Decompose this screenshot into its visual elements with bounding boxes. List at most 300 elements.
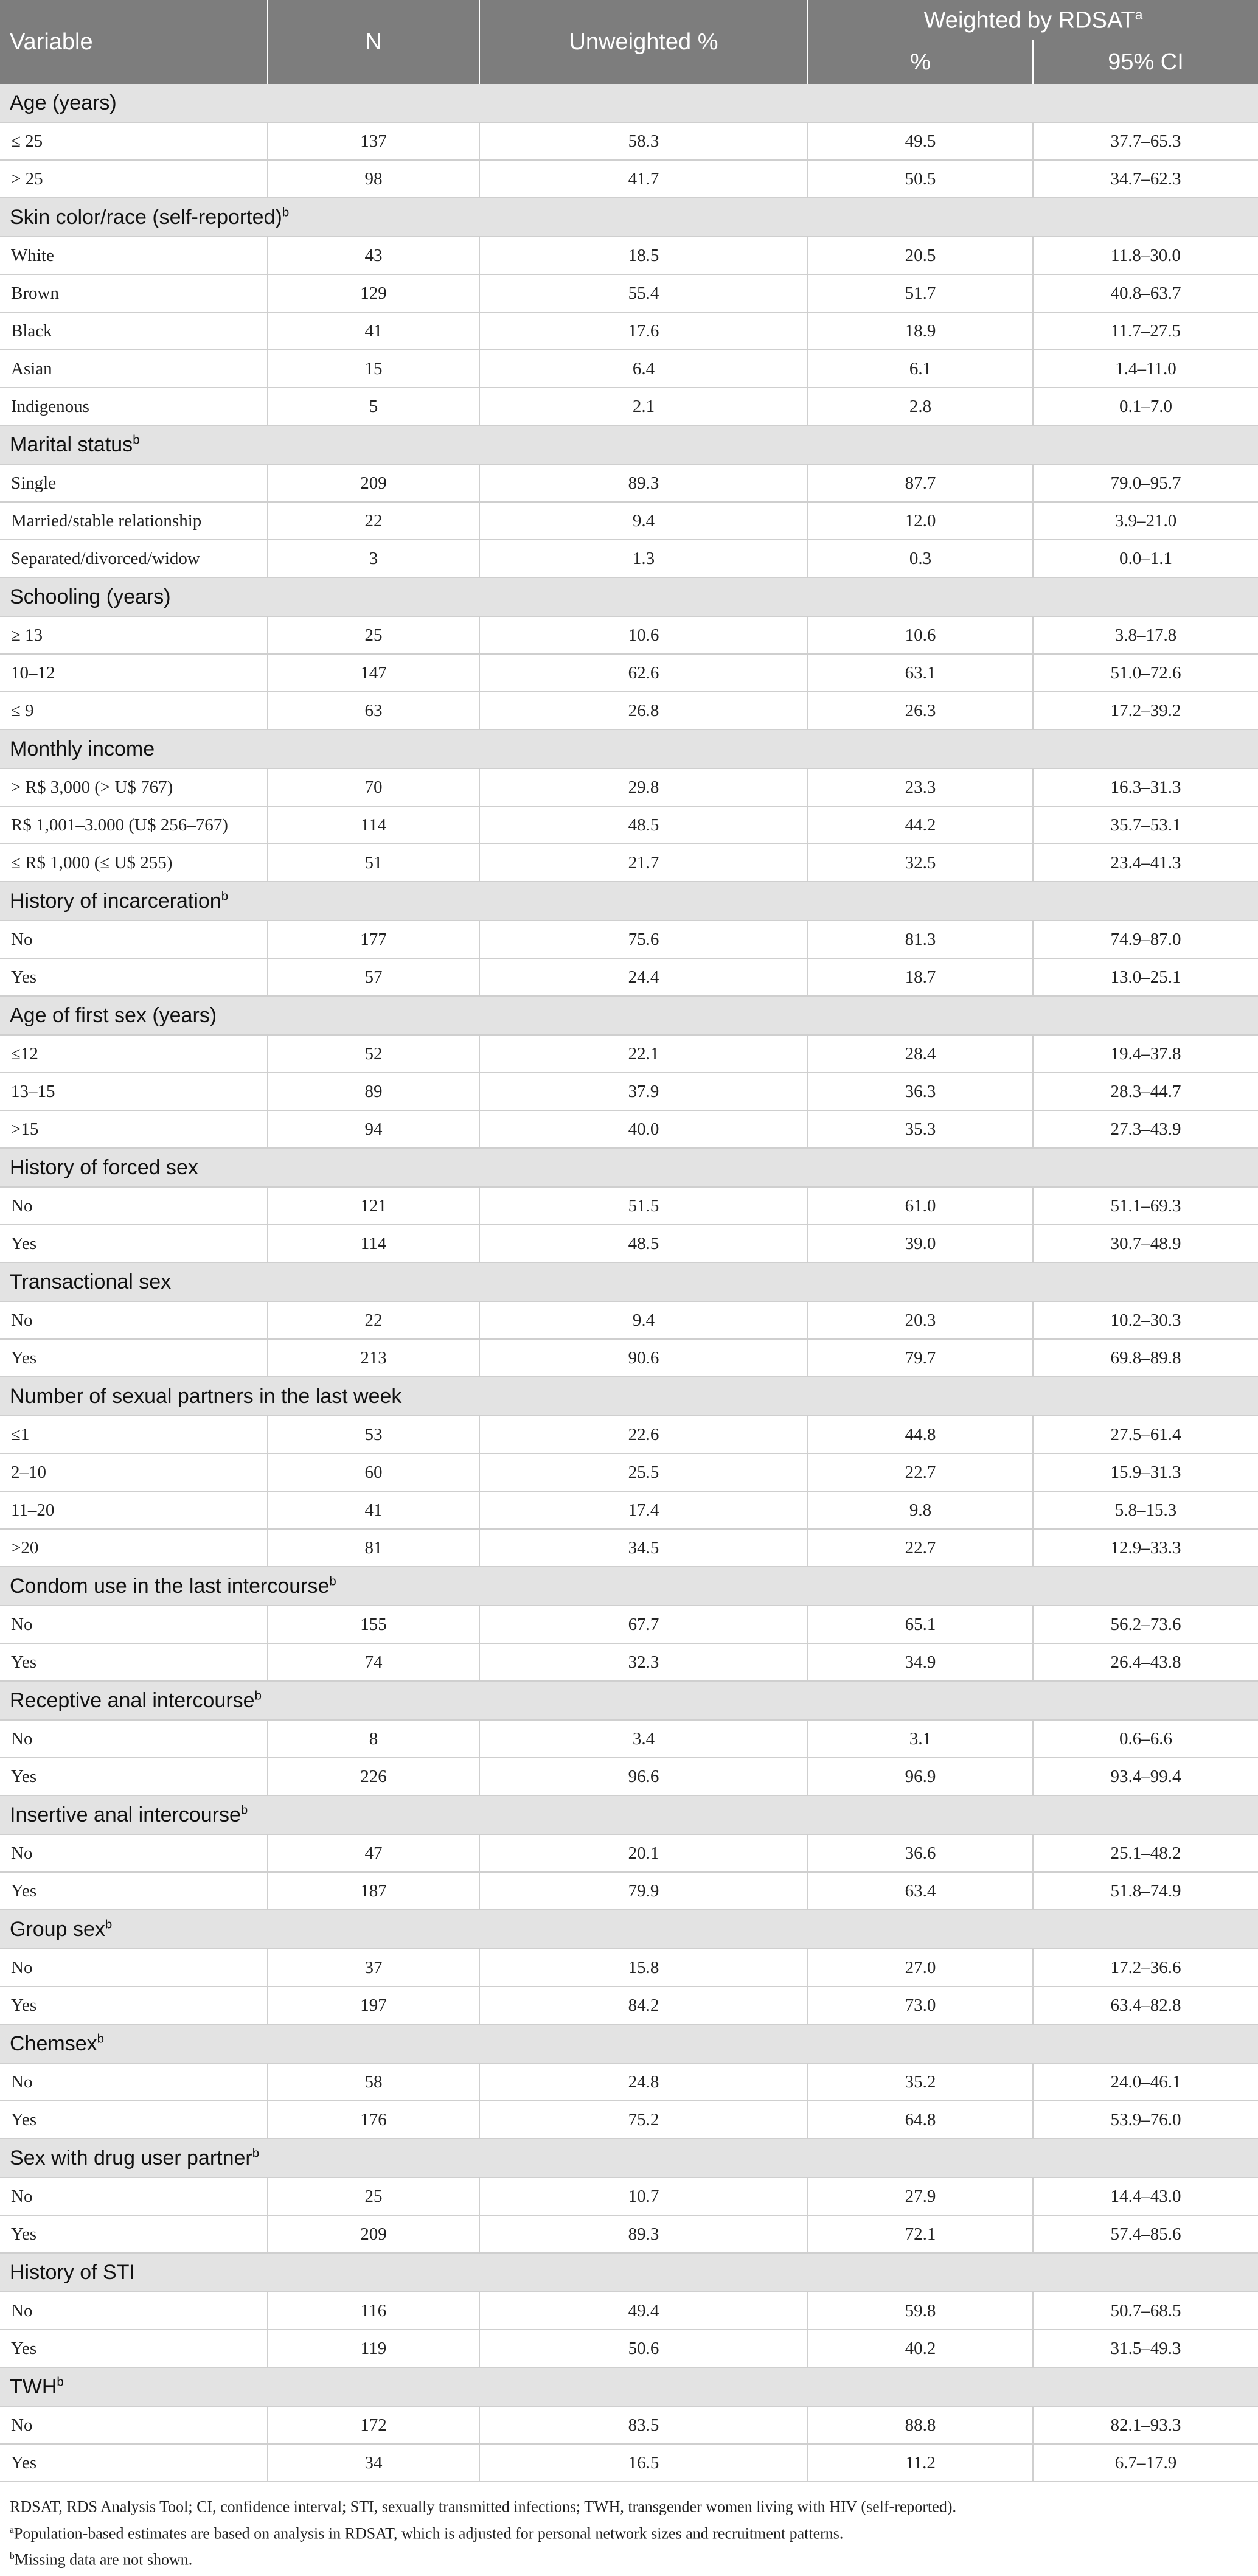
n-cell: 74 [268,1643,479,1681]
n-cell: 51 [268,844,479,882]
row-label: Yes [0,2215,268,2253]
table-row [0,2215,1258,2253]
table-body [0,84,1258,2482]
section-header-row [0,84,1258,122]
unweighted-pct-cell: 67.7 [479,1606,808,1643]
row-label: > R$ 3,000 (> U$ 767) [0,768,268,806]
table-row [0,1301,1258,1339]
row-label: White [0,237,268,274]
n-cell: 213 [268,1339,479,1377]
n-cell: 70 [268,768,479,806]
unweighted-pct-cell: 18.5 [479,237,808,274]
unweighted-pct-cell: 55.4 [479,274,808,312]
section-title: Monthly income [0,729,1258,768]
n-cell: 114 [268,806,479,844]
unweighted-pct-cell: 1.3 [479,540,808,577]
row-label: Brown [0,274,268,312]
footnotes [0,2482,1258,2572]
ci-cell: 0.1–7.0 [1033,388,1258,425]
unweighted-pct-cell: 75.2 [479,2101,808,2139]
unweighted-pct-cell: 24.4 [479,958,808,996]
section-header-row [0,1262,1258,1301]
weighted-pct-cell: 81.3 [808,921,1033,958]
ci-cell: 63.4–82.8 [1033,1986,1258,2024]
weighted-pct-cell: 44.8 [808,1416,1033,1453]
unweighted-pct-cell: 89.3 [479,464,808,502]
ci-cell: 16.3–31.3 [1033,768,1258,806]
section-header-row [0,2367,1258,2406]
table-row [0,1758,1258,1795]
section-header-row [0,1681,1258,1720]
ci-cell: 17.2–36.6 [1033,1949,1258,1986]
table-row [0,464,1258,502]
table-row [0,1949,1258,1986]
table-row [0,616,1258,654]
ci-cell: 35.7–53.1 [1033,806,1258,844]
row-label: No [0,1606,268,1643]
unweighted-pct-cell: 89.3 [479,2215,808,2253]
section-header-row [0,2253,1258,2292]
unweighted-pct-cell: 84.2 [479,1986,808,2024]
n-cell: 177 [268,921,479,958]
weighted-pct-cell: 27.0 [808,1949,1033,1986]
header-pct: % [808,40,1033,84]
unweighted-pct-cell: 96.6 [479,1758,808,1795]
row-label: >15 [0,1110,268,1148]
weighted-pct-cell: 39.0 [808,1225,1033,1262]
weighted-pct-cell: 20.3 [808,1301,1033,1339]
ci-cell: 79.0–95.7 [1033,464,1258,502]
n-cell: 119 [268,2330,479,2367]
ci-cell: 27.3–43.9 [1033,1110,1258,1148]
ci-cell: 27.5–61.4 [1033,1416,1258,1453]
unweighted-pct-cell: 58.3 [479,122,808,160]
section-header-row [0,1148,1258,1187]
ci-cell: 10.2–30.3 [1033,1301,1258,1339]
weighted-pct-cell: 26.3 [808,692,1033,729]
n-cell: 43 [268,237,479,274]
table-row [0,1225,1258,1262]
weighted-pct-cell: 10.6 [808,616,1033,654]
ci-cell: 3.8–17.8 [1033,616,1258,654]
row-label: Yes [0,1872,268,1910]
row-label: ≤1 [0,1416,268,1453]
unweighted-pct-cell: 17.4 [479,1491,808,1529]
n-cell: 226 [268,1758,479,1795]
weighted-pct-cell: 20.5 [808,237,1033,274]
table-row [0,1416,1258,1453]
n-cell: 52 [268,1035,479,1073]
table-row [0,2292,1258,2330]
n-cell: 81 [268,1529,479,1567]
weighted-pct-cell: 64.8 [808,2101,1033,2139]
ci-cell: 28.3–44.7 [1033,1073,1258,1110]
row-label: > 25 [0,160,268,198]
ci-cell: 51.0–72.6 [1033,654,1258,692]
unweighted-pct-cell: 40.0 [479,1110,808,1148]
section-title: Chemsex$^b$ [0,2024,1258,2063]
weighted-pct-cell: 12.0 [808,502,1033,540]
table-row [0,274,1258,312]
unweighted-pct-cell: 16.5 [479,2444,808,2482]
section-header-row [0,1567,1258,1606]
n-cell: 15 [268,350,479,388]
unweighted-pct-cell: 49.4 [479,2292,808,2330]
table-row [0,388,1258,425]
ci-cell: 13.0–25.1 [1033,958,1258,996]
table-row [0,237,1258,274]
row-label: Married/stable relationship [0,502,268,540]
n-cell: 37 [268,1949,479,1986]
n-cell: 98 [268,160,479,198]
table-row [0,122,1258,160]
unweighted-pct-cell: 51.5 [479,1187,808,1225]
unweighted-pct-cell: 22.1 [479,1035,808,1073]
row-label: No [0,1834,268,1872]
ci-cell: 24.0–46.1 [1033,2063,1258,2101]
unweighted-pct-cell: 20.1 [479,1834,808,1872]
ci-cell: 19.4–37.8 [1033,1035,1258,1073]
weighted-pct-cell: 40.2 [808,2330,1033,2367]
unweighted-pct-cell: 24.8 [479,2063,808,2101]
section-header-row [0,1795,1258,1834]
row-label: No [0,1720,268,1758]
unweighted-pct-cell: 9.4 [479,1301,808,1339]
table-row [0,2177,1258,2215]
ci-cell: 11.7–27.5 [1033,312,1258,350]
ci-cell: 40.8–63.7 [1033,274,1258,312]
row-label: ≥ 13 [0,616,268,654]
weighted-pct-cell: 35.2 [808,2063,1033,2101]
weighted-pct-cell: 34.9 [808,1643,1033,1681]
row-label: Separated/divorced/widow [0,540,268,577]
ci-cell: 11.8–30.0 [1033,237,1258,274]
unweighted-pct-cell: 48.5 [479,1225,808,1262]
ci-cell: 51.8–74.9 [1033,1872,1258,1910]
section-title: History of forced sex [0,1148,1258,1187]
n-cell: 34 [268,2444,479,2482]
ci-cell: 26.4–43.8 [1033,1643,1258,1681]
n-cell: 22 [268,502,479,540]
weighted-pct-cell: 79.7 [808,1339,1033,1377]
row-label: 13–15 [0,1073,268,1110]
row-label: Yes [0,2101,268,2139]
ci-cell: 3.9–21.0 [1033,502,1258,540]
section-header-row [0,425,1258,464]
table-row [0,1035,1258,1073]
weighted-pct-cell: 23.3 [808,768,1033,806]
row-label: 10–12 [0,654,268,692]
weighted-pct-cell: 65.1 [808,1606,1033,1643]
row-label: No [0,2292,268,2330]
n-cell: 25 [268,2177,479,2215]
unweighted-pct-cell: 26.8 [479,692,808,729]
n-cell: 187 [268,1872,479,1910]
table-row [0,2406,1258,2444]
weighted-pct-cell: 73.0 [808,1986,1033,2024]
section-title: Number of sexual partners in the last week [0,1377,1258,1416]
table-row [0,1339,1258,1377]
unweighted-pct-cell: 34.5 [479,1529,808,1567]
section-header-row [0,996,1258,1035]
ci-cell: 0.0–1.1 [1033,540,1258,577]
n-cell: 89 [268,1073,479,1110]
section-header-row [0,729,1258,768]
weighted-pct-cell: 36.3 [808,1073,1033,1110]
n-cell: 147 [268,654,479,692]
n-cell: 116 [268,2292,479,2330]
n-cell: 197 [268,1986,479,2024]
row-label: No [0,1949,268,1986]
unweighted-pct-cell: 90.6 [479,1339,808,1377]
n-cell: 41 [268,312,479,350]
ci-cell: 53.9–76.0 [1033,2101,1258,2139]
row-label: >20 [0,1529,268,1567]
unweighted-pct-cell: 48.5 [479,806,808,844]
section-title: History of incarceration$^b$ [0,882,1258,921]
table-row [0,692,1258,729]
weighted-pct-cell: 88.8 [808,2406,1033,2444]
row-label: ≤ R$ 1,000 (≤ U$ 255) [0,844,268,882]
n-cell: 137 [268,122,479,160]
n-cell: 8 [268,1720,479,1758]
weighted-pct-cell: 51.7 [808,274,1033,312]
unweighted-pct-cell: 9.4 [479,502,808,540]
ci-cell: 82.1–93.3 [1033,2406,1258,2444]
section-title: Skin color/race (self-reported)$^b$ [0,198,1258,237]
unweighted-pct-cell: 79.9 [479,1872,808,1910]
table-row [0,921,1258,958]
weighted-pct-cell: 49.5 [808,122,1033,160]
table-row [0,502,1258,540]
weighted-pct-cell: 36.6 [808,1834,1033,1872]
ci-cell: 37.7–65.3 [1033,122,1258,160]
unweighted-pct-cell: 15.8 [479,1949,808,1986]
weighted-pct-cell: 72.1 [808,2215,1033,2253]
row-label: 2–10 [0,1453,268,1491]
weighted-pct-cell: 22.7 [808,1529,1033,1567]
weighted-pct-cell: 2.8 [808,388,1033,425]
ci-cell: 0.6–6.6 [1033,1720,1258,1758]
ci-cell: 14.4–43.0 [1033,2177,1258,2215]
unweighted-pct-cell: 10.7 [479,2177,808,2215]
section-title: Group sex$^b$ [0,1910,1258,1949]
table-row [0,1986,1258,2024]
section-header-row [0,2139,1258,2177]
table-row [0,312,1258,350]
ci-cell: 93.4–99.4 [1033,1758,1258,1795]
row-label: ≤12 [0,1035,268,1073]
row-label: Yes [0,1339,268,1377]
ci-cell: 23.4–41.3 [1033,844,1258,882]
section-header-row [0,1910,1258,1949]
n-cell: 58 [268,2063,479,2101]
n-cell: 172 [268,2406,479,2444]
ci-cell: 50.7–68.5 [1033,2292,1258,2330]
table-row [0,540,1258,577]
n-cell: 47 [268,1834,479,1872]
row-label: Yes [0,1986,268,2024]
n-cell: 121 [268,1187,479,1225]
table-row [0,654,1258,692]
table-row [0,844,1258,882]
ci-cell: 15.9–31.3 [1033,1453,1258,1491]
table-row [0,350,1258,388]
row-label: No [0,2063,268,2101]
table-row [0,1872,1258,1910]
weighted-pct-cell: 96.9 [808,1758,1033,1795]
weighted-pct-cell: 18.9 [808,312,1033,350]
section-title: Insertive anal intercourse$^b$ [0,1795,1258,1834]
row-label: R$ 1,001–3.000 (U$ 256–767) [0,806,268,844]
n-cell: 3 [268,540,479,577]
n-cell: 5 [268,388,479,425]
table-row [0,2063,1258,2101]
table-row [0,1073,1258,1110]
unweighted-pct-cell: 3.4 [479,1720,808,1758]
ci-cell: 34.7–62.3 [1033,160,1258,198]
ci-cell: 1.4–11.0 [1033,350,1258,388]
unweighted-pct-cell: 41.7 [479,160,808,198]
row-label: No [0,2406,268,2444]
header-variable: Variable [0,0,268,84]
row-label: 11–20 [0,1491,268,1529]
weighted-pct-cell: 0.3 [808,540,1033,577]
weighted-pct-cell: 27.9 [808,2177,1033,2215]
table-row [0,1643,1258,1681]
table-row [0,958,1258,996]
table-row [0,1110,1258,1148]
footnote: $^b$Missing data are not shown. [10,2550,193,2569]
unweighted-pct-cell: 22.6 [479,1416,808,1453]
unweighted-pct-cell: 6.4 [479,350,808,388]
table-row [0,1834,1258,1872]
unweighted-pct-cell: 17.6 [479,312,808,350]
row-label: Yes [0,2330,268,2367]
weighted-pct-cell: 44.2 [808,806,1033,844]
row-label: Single [0,464,268,502]
n-cell: 209 [268,464,479,502]
section-title: Condom use in the last intercourse$^b$ [0,1567,1258,1606]
table-row [0,2101,1258,2139]
row-label: ≤ 25 [0,122,268,160]
table-row [0,1720,1258,1758]
ci-cell: 31.5–49.3 [1033,2330,1258,2367]
section-title: Schooling (years) [0,577,1258,616]
section-title: Transactional sex [0,1262,1258,1301]
row-label: No [0,1187,268,1225]
section-header-row [0,2024,1258,2063]
table-row [0,1187,1258,1225]
unweighted-pct-cell: 62.6 [479,654,808,692]
table-row [0,1606,1258,1643]
section-header-row [0,577,1258,616]
n-cell: 209 [268,2215,479,2253]
n-cell: 25 [268,616,479,654]
section-title: Receptive anal intercourse$^b$ [0,1681,1258,1720]
unweighted-pct-cell: 10.6 [479,616,808,654]
row-label: Black [0,312,268,350]
n-cell: 22 [268,1301,479,1339]
table-row [0,1491,1258,1529]
table-row [0,2330,1258,2367]
ci-cell: 56.2–73.6 [1033,1606,1258,1643]
unweighted-pct-cell: 21.7 [479,844,808,882]
table-row [0,806,1258,844]
weighted-pct-cell: 9.8 [808,1491,1033,1529]
n-cell: 60 [268,1453,479,1491]
weighted-pct-cell: 63.4 [808,1872,1033,1910]
header-unweighted: Unweighted % [479,0,808,84]
table-row [0,768,1258,806]
n-cell: 114 [268,1225,479,1262]
table-row [0,2444,1258,2482]
ci-cell: 74.9–87.0 [1033,921,1258,958]
row-label: No [0,2177,268,2215]
table-row [0,1529,1258,1567]
unweighted-pct-cell: 32.3 [479,1643,808,1681]
weighted-pct-cell: 50.5 [808,160,1033,198]
section-title: History of STI [0,2253,1258,2292]
ci-cell: 17.2–39.2 [1033,692,1258,729]
unweighted-pct-cell: 50.6 [479,2330,808,2367]
ci-cell: 30.7–48.9 [1033,1225,1258,1262]
row-label: Yes [0,958,268,996]
section-title: TWH$^b$ [0,2367,1258,2406]
unweighted-pct-cell: 2.1 [479,388,808,425]
unweighted-pct-cell: 37.9 [479,1073,808,1110]
n-cell: 129 [268,274,479,312]
weighted-pct-cell: 22.7 [808,1453,1033,1491]
header-n: N [268,0,479,84]
ci-cell: 25.1–48.2 [1033,1834,1258,1872]
row-label: Asian [0,350,268,388]
weighted-pct-cell: 87.7 [808,464,1033,502]
section-header-row [0,198,1258,237]
weighted-pct-cell: 61.0 [808,1187,1033,1225]
row-label: ≤ 9 [0,692,268,729]
weighted-pct-cell: 28.4 [808,1035,1033,1073]
header-ci: 95% CI [1033,40,1258,84]
row-label: Indigenous [0,388,268,425]
n-cell: 57 [268,958,479,996]
n-cell: 155 [268,1606,479,1643]
row-label: No [0,1301,268,1339]
section-title: Age of first sex (years) [0,996,1258,1035]
row-label: Yes [0,2444,268,2482]
n-cell: 94 [268,1110,479,1148]
ci-cell: 69.8–89.8 [1033,1339,1258,1377]
unweighted-pct-cell: 83.5 [479,2406,808,2444]
row-label: Yes [0,1758,268,1795]
weighted-pct-cell: 11.2 [808,2444,1033,2482]
table-row [0,1453,1258,1491]
section-title: Marital status$^b$ [0,425,1258,464]
unweighted-pct-cell: 25.5 [479,1453,808,1491]
ci-cell: 5.8–15.3 [1033,1491,1258,1529]
n-cell: 53 [268,1416,479,1453]
weighted-pct-cell: 63.1 [808,654,1033,692]
n-cell: 63 [268,692,479,729]
weighted-pct-cell: 59.8 [808,2292,1033,2330]
weighted-pct-cell: 35.3 [808,1110,1033,1148]
table-row [0,160,1258,198]
weighted-pct-cell: 3.1 [808,1720,1033,1758]
n-cell: 176 [268,2101,479,2139]
section-header-row [0,1377,1258,1416]
ci-cell: 57.4–85.6 [1033,2215,1258,2253]
ci-cell: 51.1–69.3 [1033,1187,1258,1225]
